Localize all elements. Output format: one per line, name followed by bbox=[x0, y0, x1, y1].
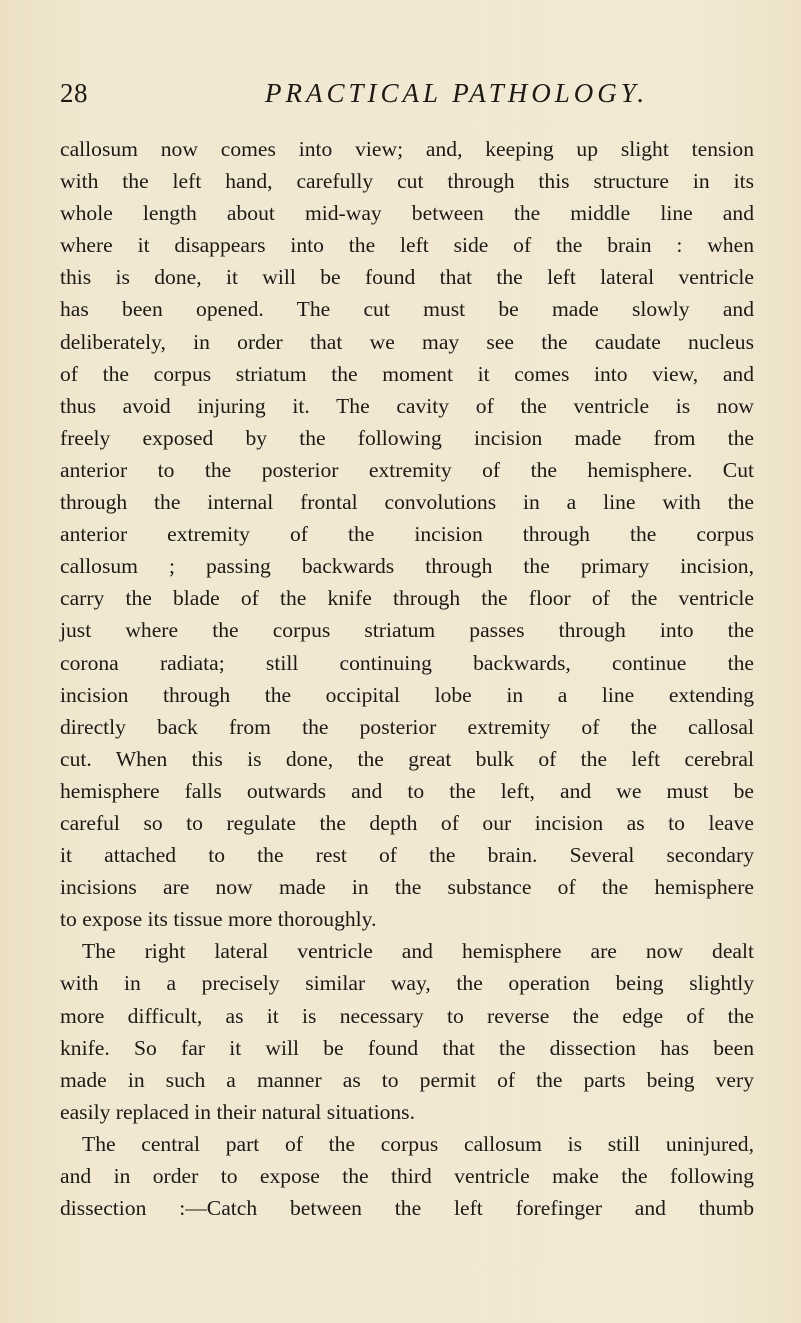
running-head: PRACTICAL PATHOLOGY. bbox=[265, 78, 649, 108]
text-line: The central part of the corpus callosum is still uninjured, bbox=[82, 1131, 754, 1156]
text-line: incision through the occipital lobe in a line extending bbox=[60, 682, 754, 707]
text-line: to expose its tissue more thoroughly. bbox=[60, 907, 377, 932]
text-line: of the corpus striatum the moment it comes into view, and bbox=[60, 361, 754, 386]
text-line: thus avoid injuring it. The cavity of the ventricle is now bbox=[60, 393, 754, 418]
text-line: dissection :—Catch between the left forefinger and thumb bbox=[60, 1196, 754, 1221]
text-line: callosum now comes into view; and, keeping up slight tension bbox=[60, 137, 754, 161]
text-line: hemisphere falls outwards and to the left, and we must be bbox=[60, 778, 754, 803]
text-line: where it disappears into the left side of the brain : when bbox=[60, 233, 754, 258]
text-line: callosum ; passing backwards through the primary incision, bbox=[60, 554, 754, 579]
text-line: through the internal frontal convolutions in a line with the bbox=[60, 490, 754, 515]
text-line: freely exposed by the following incision made from the bbox=[60, 425, 754, 450]
text-line: with the left hand, carefully cut through this structure in its bbox=[60, 169, 754, 194]
text-line: careful so to regulate the depth of our incision as to leave bbox=[60, 810, 754, 835]
text-line: with in a precisely similar way, the operation being slightly bbox=[60, 971, 754, 996]
page-number: 28 bbox=[60, 78, 88, 108]
text-line: and in order to expose the third ventricle make the following bbox=[60, 1164, 754, 1188]
body-text bbox=[60, 133, 754, 1224]
text-line: easily replaced in their natural situations. bbox=[60, 1099, 415, 1124]
text-line: this is done, it will be found that the left lateral ventricle bbox=[60, 265, 754, 290]
text-line: it attached to the rest of the brain. Several secondary bbox=[60, 843, 754, 868]
text-line: directly back from the posterior extremity of the callosal bbox=[60, 714, 754, 739]
text-line: just where the corpus striatum passes through into the bbox=[60, 618, 754, 643]
text-line: more difficult, as it is necessary to reverse the edge of the bbox=[60, 1003, 754, 1028]
page-header bbox=[60, 78, 760, 114]
text-line: made in such a manner as to permit of the parts being very bbox=[60, 1067, 754, 1092]
text-line: anterior extremity of the incision through the corpus bbox=[60, 522, 754, 547]
text-line: has been opened. The cut must be made slowly and bbox=[60, 297, 754, 322]
text-line: anterior to the posterior extremity of the hemisphere. Cut bbox=[60, 457, 754, 482]
text-line: cut. When this is done, the great bulk of the left cerebral bbox=[60, 746, 754, 771]
text-line: The right lateral ventricle and hemisphere are now dealt bbox=[82, 939, 754, 964]
text-line: carry the blade of the knife through the floor of the ventricle bbox=[60, 586, 754, 611]
text-line: whole length about mid-way between the middle line and bbox=[60, 201, 754, 226]
text-line: corona radiata; still continuing backwards, continue the bbox=[60, 650, 754, 675]
text-line: incisions are now made in the substance of the hemisphere bbox=[60, 875, 754, 900]
text-line: knife. So far it will be found that the dissection has been bbox=[60, 1035, 754, 1060]
text-line: deliberately, in order that we may see the caudate nucleus bbox=[60, 329, 754, 354]
